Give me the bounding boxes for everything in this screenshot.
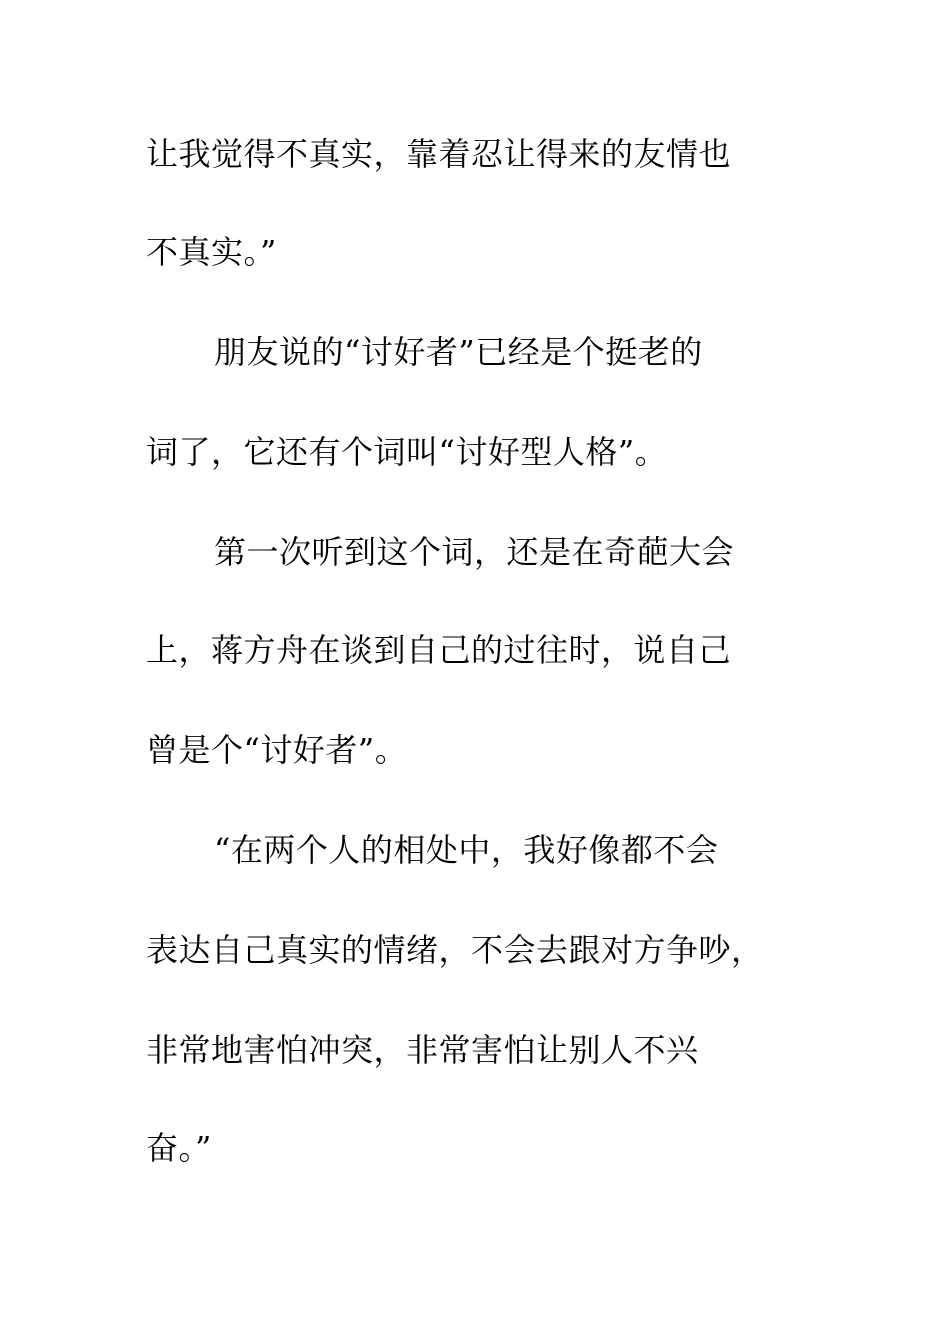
text-line: 词了，它还有个词叫“讨好型人格”。 — [146, 433, 668, 471]
paragraph-start-line: 第一次听到这个词，还是在奇葩大会 — [214, 533, 735, 571]
text-line: 上，蒋方舟在谈到自己的过往时，说自己 — [146, 631, 732, 669]
text-line: 不真实。” — [146, 233, 277, 271]
text-line: 非常地害怕冲突，非常害怕让别人不兴 — [146, 1031, 699, 1069]
paragraph-start-line: “在两个人的相处中，我好像都不会 — [214, 831, 719, 869]
text-line: 表达自己真实的情绪，不会去跟对方争吵， — [146, 931, 764, 969]
text-line: 奋。” — [146, 1129, 212, 1167]
text-line: 曾是个“讨好者”。 — [146, 731, 408, 769]
paragraph-start-line: 朋友说的“讨好者”已经是个挺老的 — [214, 333, 703, 371]
text-line: 让我觉得不真实，靠着忍让得来的友情也 — [146, 135, 732, 173]
